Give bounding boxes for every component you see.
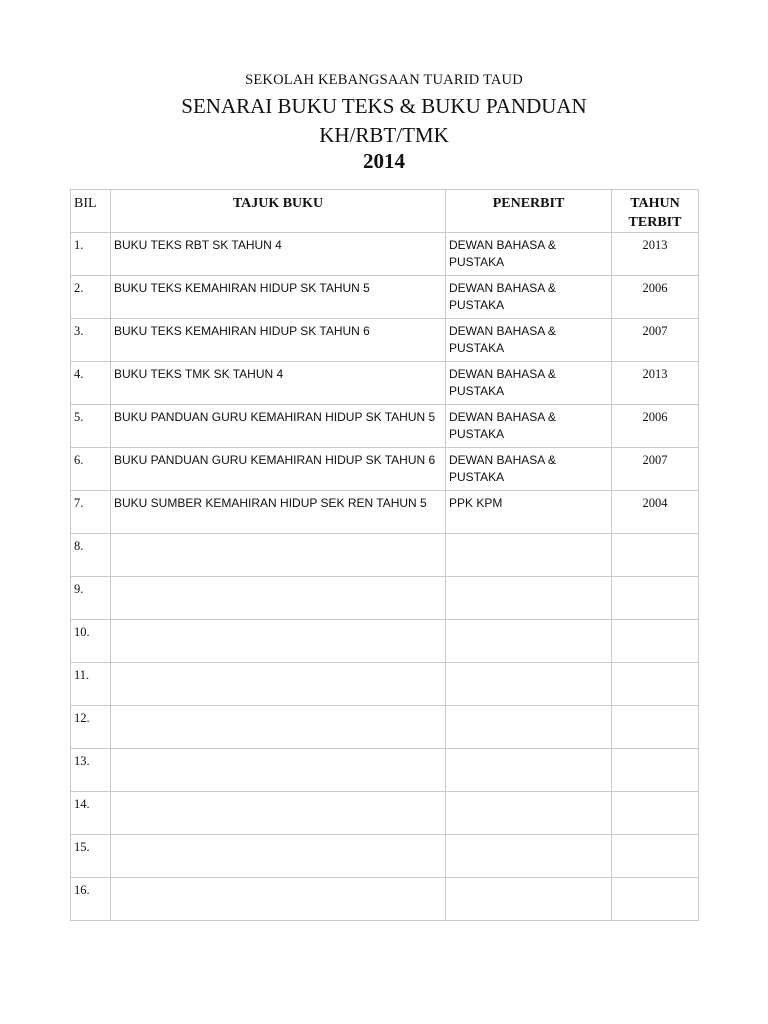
publisher-cell [446, 749, 612, 792]
year-cell: 2007 [612, 448, 699, 491]
year-cell [612, 878, 699, 921]
book-title-cell: BUKU TEKS RBT SK TAHUN 4 [111, 233, 446, 276]
row-number: 13. [71, 749, 111, 792]
row-number: 10. [71, 620, 111, 663]
header-tahun-terbit: TAHUN TERBIT [612, 190, 699, 233]
year-cell [612, 663, 699, 706]
book-title-cell [111, 835, 446, 878]
row-number: 15. [71, 835, 111, 878]
year-cell: 2004 [612, 491, 699, 534]
year-cell [612, 534, 699, 577]
book-title-cell: BUKU PANDUAN GURU KEMAHIRAN HIDUP SK TAHUN 5 [111, 405, 446, 448]
school-name: SEKOLAH KEBANGSAAN TUARID TAUD [245, 72, 523, 88]
publisher-cell [446, 663, 612, 706]
year-cell [612, 706, 699, 749]
book-title-cell [111, 620, 446, 663]
year-cell [612, 749, 699, 792]
year-cell: 2007 [612, 319, 699, 362]
year-cell [612, 620, 699, 663]
table-row [71, 663, 699, 706]
document-year: 2014 [363, 149, 405, 173]
row-number: 12. [71, 706, 111, 749]
table-row [71, 534, 699, 577]
table-row [71, 835, 699, 878]
year-cell: 2006 [612, 276, 699, 319]
publisher-cell: DEWAN BAHASA & PUSTAKA [446, 233, 612, 276]
row-number: 2. [71, 276, 111, 319]
year-cell: 2013 [612, 233, 699, 276]
row-number: 6. [71, 448, 111, 491]
table-row [71, 405, 699, 448]
year-cell: 2013 [612, 362, 699, 405]
table-row [71, 792, 699, 835]
publisher-cell [446, 620, 612, 663]
table-row [71, 878, 699, 921]
book-title-cell [111, 706, 446, 749]
book-title-cell [111, 663, 446, 706]
row-number: 8. [71, 534, 111, 577]
document-header [0, 70, 768, 174]
publisher-cell [446, 878, 612, 921]
table-row [71, 362, 699, 405]
book-title-cell: BUKU TEKS KEMAHIRAN HIDUP SK TAHUN 5 [111, 276, 446, 319]
publisher-cell: DEWAN BAHASA & PUSTAKA [446, 276, 612, 319]
table-row [71, 577, 699, 620]
row-number: 1. [71, 233, 111, 276]
book-title-cell: BUKU SUMBER KEMAHIRAN HIDUP SEK REN TAHUN 5 [111, 491, 446, 534]
publisher-cell: DEWAN BAHASA & PUSTAKA [446, 448, 612, 491]
table-row [71, 749, 699, 792]
book-title-cell [111, 792, 446, 835]
row-number: 7. [71, 491, 111, 534]
publisher-cell [446, 792, 612, 835]
table-row [71, 448, 699, 491]
book-list-table [70, 189, 699, 921]
book-title-cell [111, 878, 446, 921]
header-penerbit: PENERBIT [446, 190, 612, 233]
row-number: 16. [71, 878, 111, 921]
table-row [71, 276, 699, 319]
table-row [71, 706, 699, 749]
header-tajuk-buku: TAJUK BUKU [111, 190, 446, 233]
publisher-cell: PPK KPM [446, 491, 612, 534]
table-row [71, 620, 699, 663]
document-title-line2: KH/RBT/TMK [319, 123, 449, 147]
book-title-cell: BUKU TEKS TMK SK TAHUN 4 [111, 362, 446, 405]
book-title-cell [111, 534, 446, 577]
table-header-row [71, 190, 699, 233]
book-title-cell: BUKU PANDUAN GURU KEMAHIRAN HIDUP SK TAHUN 6 [111, 448, 446, 491]
header-bil: BIL [71, 190, 111, 233]
book-title-cell: BUKU TEKS KEMAHIRAN HIDUP SK TAHUN 6 [111, 319, 446, 362]
row-number: 4. [71, 362, 111, 405]
year-cell [612, 577, 699, 620]
publisher-cell: DEWAN BAHASA & PUSTAKA [446, 405, 612, 448]
table-row [71, 319, 699, 362]
year-cell [612, 792, 699, 835]
publisher-cell [446, 706, 612, 749]
publisher-cell [446, 835, 612, 878]
row-number: 3. [71, 319, 111, 362]
row-number: 5. [71, 405, 111, 448]
row-number: 11. [71, 663, 111, 706]
publisher-cell: DEWAN BAHASA & PUSTAKA [446, 319, 612, 362]
document-title-line1: SENARAI BUKU TEKS & BUKU PANDUAN [181, 94, 587, 118]
publisher-cell [446, 534, 612, 577]
table-row [71, 233, 699, 276]
book-title-cell [111, 749, 446, 792]
table-body [71, 233, 699, 921]
year-cell [612, 835, 699, 878]
table-row [71, 491, 699, 534]
row-number: 9. [71, 577, 111, 620]
publisher-cell [446, 577, 612, 620]
row-number: 14. [71, 792, 111, 835]
year-cell: 2006 [612, 405, 699, 448]
publisher-cell: DEWAN BAHASA & PUSTAKA [446, 362, 612, 405]
book-title-cell [111, 577, 446, 620]
